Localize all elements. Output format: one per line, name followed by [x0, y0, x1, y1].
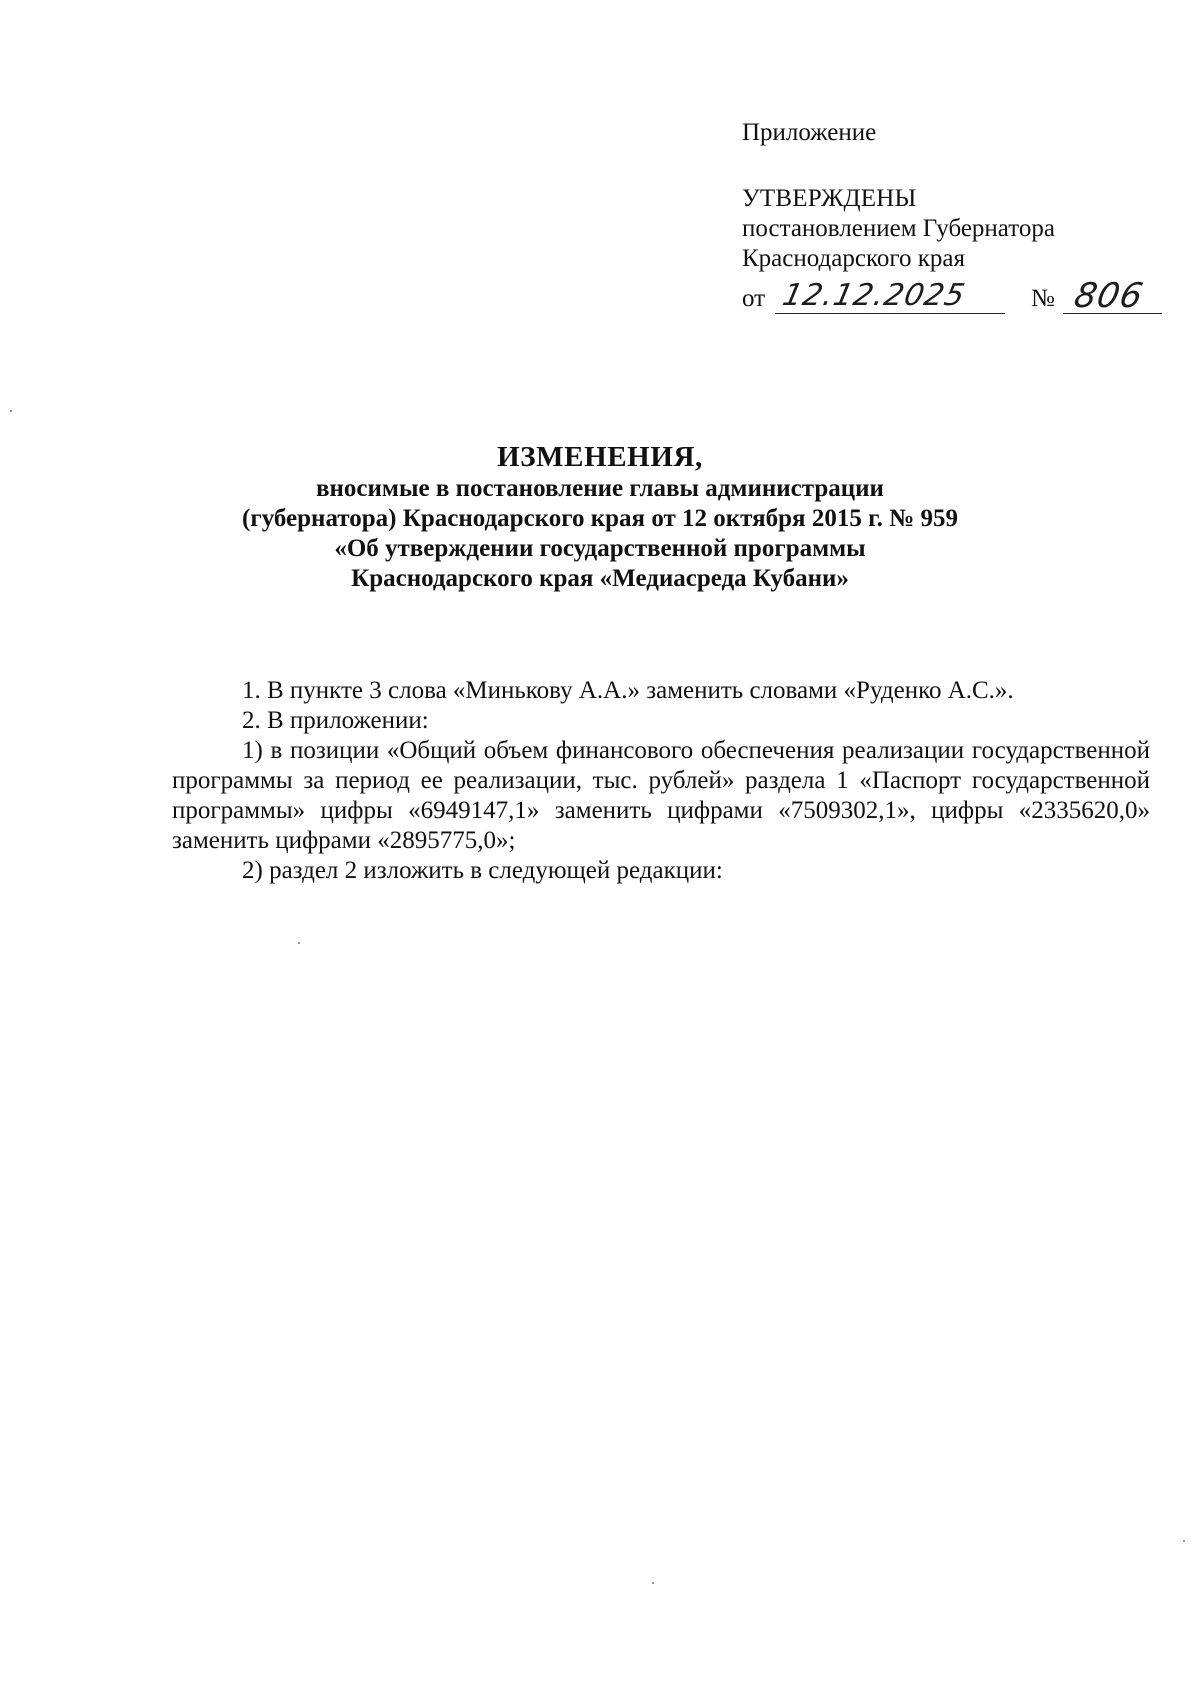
document-title: ИЗМЕНЕНИЯ,: [497, 441, 703, 473]
handwritten-date: 12.12.2025: [779, 278, 969, 313]
scan-speck: [10, 410, 12, 412]
date-number-line: [742, 276, 1162, 314]
paragraph-3: 1) в позиции «Общий объем финансового обеспечения реализации государственной программы за период ее реализации, тыс. рублей» раздела 1 «Паспорт государственной программы» цифры «6949147,1» заменить цифрами «7509302,1», цифры «2335620,0» заменить цифрами «2895775,0»;: [172, 737, 1150, 854]
scan-speck: [652, 1582, 654, 1584]
approved-region-line: Краснодарского края: [742, 245, 965, 272]
approval-block: [742, 118, 1162, 314]
title-line-4: Краснодарского края «Медиасреда Кубани»: [351, 565, 849, 592]
paragraph-1: 1. В пункте 3 слова «Минькову А.А.» заменить словами «Руденко А.С.».: [242, 677, 1014, 704]
date-blank: [775, 279, 1005, 314]
title-line-3: «Об утверждении государственной программы: [334, 535, 866, 562]
handwritten-number: 806: [1070, 276, 1148, 316]
number-label: №: [1031, 285, 1055, 312]
title-line-2: (губернатора) Краснодарского края от 12 октября 2015 г. № 959: [242, 505, 958, 532]
approved-heading: УТВЕРЖДЕНЫ: [742, 185, 917, 212]
from-label: от: [742, 285, 766, 312]
title-line-1: вносимые в постановление главы администрации: [316, 475, 884, 502]
body-text: [172, 676, 1150, 886]
paragraph-4: 2) раздел 2 изложить в следующей редакции:: [242, 857, 723, 884]
appendix-label: Приложение: [742, 119, 877, 146]
number-blank: [1063, 276, 1162, 316]
title-block: [0, 440, 1200, 594]
scan-speck: [298, 942, 300, 944]
paragraph-2: 2. В приложении:: [242, 707, 429, 734]
scan-speck: [1183, 1540, 1185, 1542]
approved-by-line: постановлением Губернатора: [742, 215, 1055, 242]
